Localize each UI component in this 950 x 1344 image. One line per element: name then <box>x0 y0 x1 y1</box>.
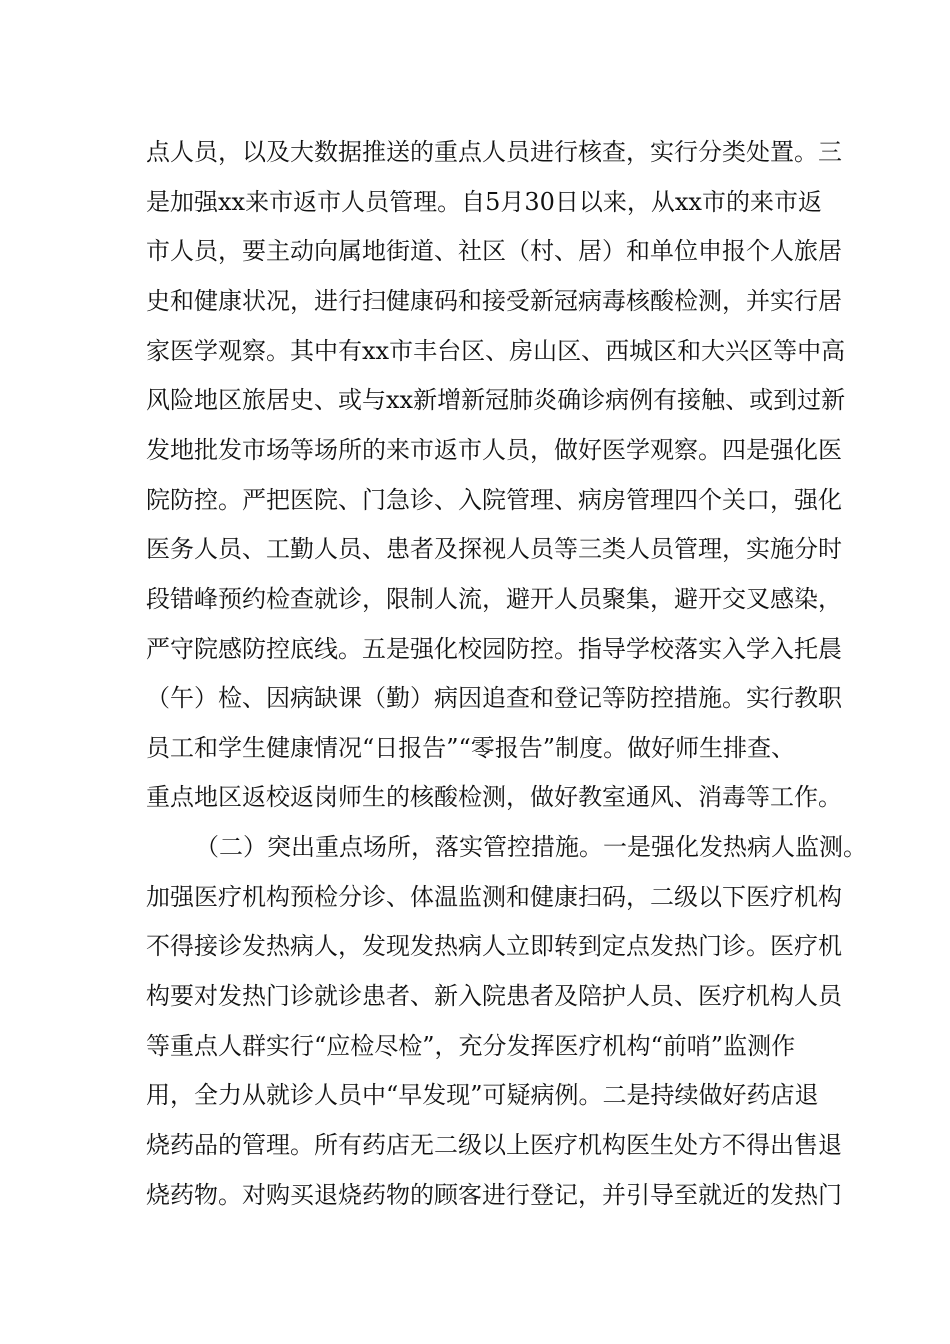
text-line: 院防控。严把医院、门急诊、入院管理、病房管理四个关口，强化 <box>146 486 842 514</box>
text-line: 严守院感防控底线。五是强化校园防控。指导学校落实入学入托晨 <box>146 635 842 663</box>
text-line: 构要对发热门诊就诊患者、新入院患者及陪护人员、医疗机构人员 <box>146 982 842 1010</box>
paragraph-heading-line: （二）突出重点场所，落实管控措施。一是强化发热病人监测。 <box>195 833 867 861</box>
text-line: 烧药品的管理。所有药店无二级以上医疗机构医生处方不得出售退 <box>146 1131 842 1159</box>
text-line: 发地批发市场等场所的来市返市人员，做好医学观察。四是强化医 <box>146 436 842 464</box>
text-line: 医务人员、工勤人员、患者及探视人员等三类人员管理，实施分时 <box>146 535 842 563</box>
text-line: 史和健康状况，进行扫健康码和接受新冠病毒核酸检测，并实行居 <box>146 287 842 315</box>
text-line: 不得接诊发热病人，发现发热病人立即转到定点发热门诊。医疗机 <box>146 932 842 960</box>
text-line: 段错峰预约检查就诊，限制人流，避开人员聚集，避开交叉感染， <box>146 585 842 613</box>
text-line: 等重点人群实行“应检尽检”，充分发挥医疗机构“前哨”监测作 <box>146 1032 796 1060</box>
text-line: 家医学观察。其中有xx市丰台区、房山区、西城区和大兴区等中高 <box>146 337 846 365</box>
text-line: 用，全力从就诊人员中“早发现”可疑病例。二是持续做好药店退 <box>146 1081 819 1109</box>
text-line: 重点地区返校返岗师生的核酸检测，做好教室通风、消毒等工作。 <box>146 783 842 811</box>
text-line: 员工和学生健康情况“日报告”“零报告”制度。做好师生排查、 <box>146 734 796 762</box>
text-line: 烧药物。对购买退烧药物的顾客进行登记，并引导至就近的发热门 <box>146 1181 842 1209</box>
text-line: 风险地区旅居史、或与xx新增新冠肺炎确诊病例有接触、或到过新 <box>146 386 846 414</box>
text-line: 加强医疗机构预检分诊、体温监测和健康扫码，二级以下医疗机构 <box>146 883 842 911</box>
text-line: 是加强xx来市返市人员管理。自5月30日以来，从xx市的来市返 <box>146 188 822 216</box>
text-line: 市人员，要主动向属地街道、社区（村、居）和单位申报个人旅居 <box>146 237 842 265</box>
text-line: （午）检、因病缺课（勤）病因追查和登记等防控措施。实行教职 <box>146 684 842 712</box>
text-line: 点人员，以及大数据推送的重点人员进行核查，实行分类处置。三 <box>146 138 842 166</box>
